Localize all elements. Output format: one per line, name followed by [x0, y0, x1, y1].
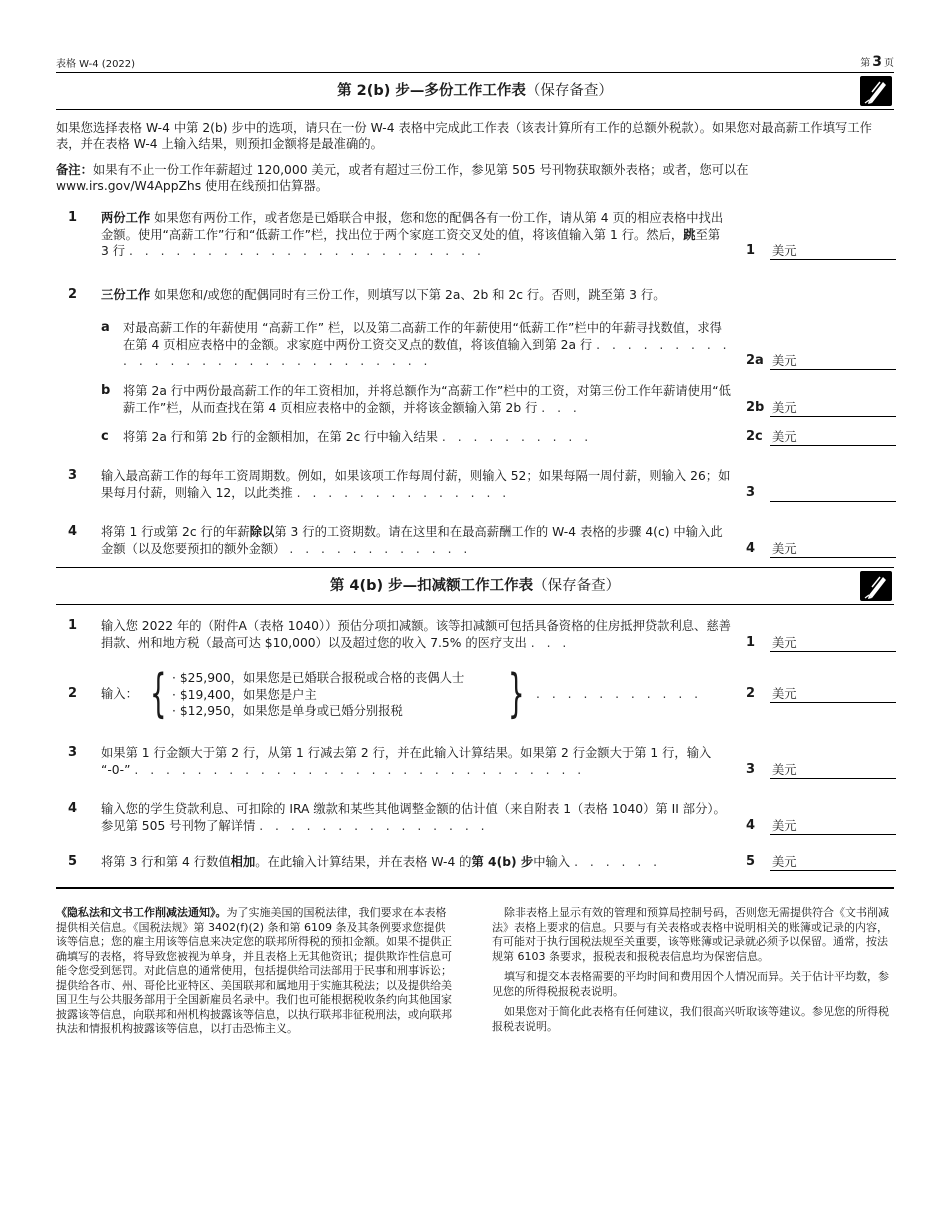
privacy-notice: 《隐私法和文书工作削减法通知》。为了实施美国的国税法律，我们要求在本表格提供相关信息。《国税法规》第 3402(f)(2) 条和第 6109 条及其条例要求您提供该等信息；您的雇主用该等信息来决定您的联邦所得税的预扣金额。如果不提供正确填写的表格，将导致您被视为单身，并且表格上无其他资讯；提供欺诈性信息可能令您受到惩罚。对此信息的通常使用，包括提供给司法部用于民事和刑事诉讼；提供给各市、州、哥伦比亚特区、美国联邦和属地用于实施其税法；以及提供给美国卫生与公共服务部用于全国新雇员名录中。我们也可能根据税收条约向其他国家披露该等信息，向联邦和州机构披露该等信息，以执行联邦非征税刑法，或向联邦执法和情报机构披露该等信息，以打击恐怖主义。: [56, 906, 452, 1035]
section-4b-title: 第 4(b) 步—扣减额工作工作表（保存备查）: [56, 568, 894, 605]
ws2-line-1-input[interactable]: 美元: [770, 635, 896, 652]
ws1-line-2c-input[interactable]: 美元: [770, 429, 896, 446]
left-brace: {: [150, 664, 167, 724]
footer-divider: [56, 887, 894, 889]
ws2-line-5-input[interactable]: 美元: [770, 854, 896, 871]
page-number: 第 3 页: [860, 54, 894, 70]
pen-icon: [860, 571, 892, 601]
section-2b-intro: 如果您选择表格 W-4 中第 2(b) 步中的选项，请只在一份 W-4 表格中完成此工作表（该表计算所有工作的总额外税款）。如果您对最高薪工作填写工作表，并在表格 W-4 上输入结果，则预扣金额将是最准确的。: [56, 121, 872, 151]
form-page: 表格 W-4 (2022) 第 3 页 第 2(b) 步—多份工作工作表（保存备查） 如果您选择表格 W-4 中第 2(b) 步中的选项，请只在一份 W-4 表格中完成此工作表（该表计算所有工作的总额外税款）。如果您对最高薪工作填写工作表，并在表格 W-4 上输入结果，则预扣金额将是最准确的。 备注：如果有不止一份工作年薪超过 120,000 美元，或者有超过三份工作，参见第 505 号刊物获取额外表格；或者，您可以在 www.irs.gov/W4AppZhs 使用在线预扣估算器。 1 两份工作 如果您有两份工作，或者您是已婚联合申报，您和您的配偶各有一份工作，请从第 4 页的相应表格中找出金额。使用“高薪工作”行和“低薪工作”栏，找出位于两个家庭工资交叉处的值，将该值输入第 1 行。然后，跳至第 3 行 . . . . . . . . . . . . . . . . . . . . . . . 1 美元 2 三份工作 如果您和/或您的配偶同时有三份工作，则填写以下第 2a、2b 和 2c 行。否则，跳至第 3 行。 a 对最高薪工作的年薪使用 “高薪工作” 栏，以及第二高薪工作的年薪使用“低薪工作”栏中的年薪寻找数值，求得在第 4 页相应表格中的金额。求家庭中两份工资交叉点的数值，将该值输入到第 2a 行 . . . . . . . . . . . . . . . . . . . . . . . . . . . . . 2a 美元 b 将第 2a 行中两份最高薪工作的年工资相加，并将总额作为“高薪工作”栏中的工资，对第三份工作年薪请使用“低薪工作”栏，从而查找在第 4 页相应表格中的金额，并将该金额输入第 2b 行 . . . 2b 美元 c 将第 2a 行和第 2b 行的金额相加，在第 2c 行中输入结果 . . . . . . . . . . 2c 美元 3 输入最高薪工作的每年工资周期数。例如，如果该项工作每周付薪，则输入 52；如果每隔一周付薪，则输入 26；如果每月付薪，则输入 12，以此类推 . . . . . . . . . . . . . . 3 4 将第 1 行或第 2c 行的年薪除以第 3 行的工资期数。请在这里和在最高薪酬工作的 W-4 表格的步骤 4(c) 中输入此金额（以及您要预扣的额外金额） . . . . . . . . . . . . 4 美元 第 4(b) 步—扣减额工作工作表（保存备查） 1 输入您 2022 年的（附件A（表格 1040））预估分项扣减额。该等扣减额可包括具备资格的住房抵押贷款利息、慈善捐款、州和地方税（最高可达 $10,000）以及超过您的收入 7.5% 的医疗支出 . . . 1 美元 2 输入： { · $25,900，如果您是已婚联合报税或合格的丧偶人士 · $19,400，如果您是户主 · $12,950，如果您是单身或已婚分别报税 } . . . . . . . . . . . 2 美元 3 如果第 1 行金额大于第 2 行，从第 1 行减去第 2 行，并在此输入计算结果。如果第 2 行金额大于第 1 行，输入 “-0-” . . . . . . . . . . . . . . . . . . . . . . . . . . . . . 3 美元 4 输入您的学生贷款利息、可扣除的 IRA 缴款和某些其他调整金额的估计值（来自附表 1（表格 1040）第 II 部分）。参见第 505 号刊物了解详情 . . . . . . . . . . . . . . . 4 美元 5 将第 3 行和第 4 行数值相加。在此输入计算结果，并在表格 W-4 的第 4(b) 步中输入 . . . . . . 5 美元 《隐私法和文书工作削减法通知》。为了实施美国的国税法律，我们要求在本表格提供相关信息。《国税法规》第 3402(f)(2) 条和第 6109 条及其条例要求您提供该等信息；您的雇主用该等信息来决定您的联邦所得税的预扣金额。如果不提供正确填写的表格，将导致您被视为单身，并且表格上无其他资讯；提供欺诈性信息可能令您受到惩罚。对此信息的通常使用，包括提供给司法部用于民事和刑事诉讼；提供给各市、州、哥伦比亚特区、美国联邦和属地用于实施其税法；以及提供给美国卫生与公共服务部用于全国新雇员名录中。我们也可能根据税收条约向其他国家披露该等信息，向联邦和州机构披露该等信息，以执行联邦非征税刑法，或向联邦执法和情报机构披露该等信息，以打击恐怖主义。 除非表格上显示有效的管理和预算局控制号码，否则您无需提供符合《文书削减法》表格上要求的信息。只要与有关表格或表格中说明相关的账簿或记录的内容，有可能对于执行国税法规至关重要，该等账簿或记录就必须予以保留。通常，按法规第 6103 条要求，报税表和报税表信息均为保密信息。 填写和提交本表格需要的平均时间和费用因个人情况而异。关于估计平均数，参见您的所得税报税表说明。 如果您对于简化此表格有任何建议，我们很高兴听取该等建议。参见您的所得税报税表说明。: [56, 54, 894, 894]
ws1-line-3-input[interactable]: [770, 485, 896, 502]
pen-icon: [860, 76, 892, 106]
form-label: 表格 W-4 (2022): [56, 59, 136, 70]
ws2-line-2: 2 输入： { · $25,900，如果您是已婚联合报税或合格的丧偶人士 · $19,400，如果您是户主 · $12,950，如果您是单身或已婚分别报税 } . . . . . . . . . . . 2 美元: [56, 668, 894, 724]
ws2-line-4-input[interactable]: 美元: [770, 818, 896, 835]
ws1-line-1-input[interactable]: 美元: [770, 243, 896, 260]
ws2-line-2-input[interactable]: 美元: [770, 686, 896, 703]
ws1-line-2a-input[interactable]: 美元: [770, 353, 896, 370]
ws2-line-3-input[interactable]: 美元: [770, 762, 896, 779]
section-2b-title: 第 2(b) 步—多份工作工作表（保存备查）: [56, 73, 894, 110]
section-2b-note: 备注：如果有不止一份工作年薪超过 120,000 美元，或者有超过三份工作，参见第 505 号刊物获取额外表格；或者，您可以在 www.irs.gov/W4AppZhs 使用在线预扣估算器。: [56, 163, 749, 193]
ws1-line-2b-input[interactable]: 美元: [770, 400, 896, 417]
paperwork-notice: 除非表格上显示有效的管理和预算局控制号码，否则您无需提供符合《文书削减法》表格上要求的信息。只要与有关表格或表格中说明相关的账簿或记录的内容，有可能对于执行国税法规至关重要，该等账簿或记录就必须予以保留。通常，按法规第 6103 条要求，报税表和报税表信息均为保密信息。 填写和提交本表格需要的平均时间和费用因个人情况而异。关于估计平均数，参见您的所得税报税表说明。 如果您对于简化此表格有任何建议，我们很高兴听取该等建议。参见您的所得税报税表说明。: [492, 906, 889, 1033]
right-brace: }: [508, 664, 525, 724]
page-header: [56, 54, 894, 73]
ws1-line-4-input[interactable]: 美元: [770, 541, 896, 558]
